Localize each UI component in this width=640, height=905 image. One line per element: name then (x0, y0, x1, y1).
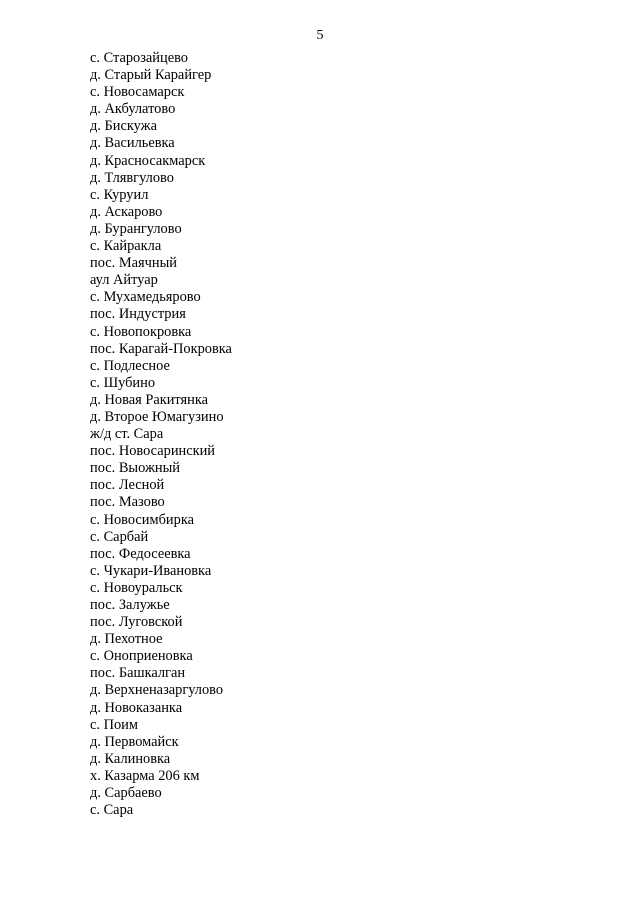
settlement-item: д. Акбулатово (90, 101, 176, 118)
settlement-item: пос. Башкалган (90, 665, 186, 682)
settlement-item: пос. Залужье (90, 597, 170, 613)
settlement-item: с. Подлесное (90, 357, 170, 374)
settlement-item: д. Первомайск (90, 733, 179, 750)
settlement-item: пос. Луговской (90, 614, 183, 631)
settlement-item: с. Сарбай (90, 528, 149, 545)
settlement-item: д. Бурангулово (90, 220, 182, 237)
settlement-list (90, 50, 232, 819)
settlement-item: д. Васильевка (90, 135, 175, 152)
settlement-item: пос. Индустрия (90, 306, 186, 323)
settlement-item: с. Куруил (90, 186, 149, 203)
settlement-item: д. Новоказанка (90, 699, 183, 716)
settlement-item: ж/д ст. Сара (90, 426, 164, 443)
settlement-item: х. Казарма 206 км (90, 767, 200, 784)
settlement-item: д. Сарбаево (90, 785, 162, 802)
settlement-item: пос. Новосаринский (90, 443, 216, 460)
settlement-item: пос. Выожный (90, 460, 180, 477)
settlement-item: пос. Мазово (90, 494, 165, 511)
page-number: 5 (316, 28, 324, 43)
settlement-item: д. Красносакмарск (90, 152, 206, 169)
settlement-item: пос. Маячный (90, 255, 177, 272)
settlement-item: д. Бискужа (90, 118, 157, 135)
settlement-item: д. Старый Карайгер (90, 67, 212, 84)
settlement-item: д. Второе Юмагузино (90, 408, 224, 425)
settlement-item: с. Шубино (90, 374, 156, 391)
settlement-item: с. Мухамедьярово (90, 289, 201, 306)
settlement-item: с. Старозайцево (90, 50, 188, 66)
settlement-item: д. Верхненазаргулово (90, 682, 224, 699)
settlement-item: с. Поим (90, 716, 138, 733)
settlement-item: пос. Федосеевка (90, 545, 191, 562)
settlement-item: с. Новосамарск (90, 84, 185, 101)
settlement-item: д. Пехотное (90, 631, 163, 648)
settlement-item: с. Новосимбирка (90, 511, 194, 528)
settlement-item: пос. Лесной (90, 477, 165, 494)
settlement-item: д. Аскарово (90, 203, 163, 220)
settlement-item: аул Айтуар (90, 272, 158, 289)
settlement-item: с. Новопокровка (90, 323, 192, 340)
settlement-item: с. Оноприеновка (90, 648, 193, 665)
settlement-item: с. Сара (90, 802, 134, 819)
settlement-item: с. Чукари-Ивановка (90, 562, 212, 579)
settlement-item: д. Калиновка (90, 750, 171, 767)
settlement-item: д. Тлявгулово (90, 169, 174, 186)
settlement-item: с. Новоуральск (90, 579, 183, 596)
settlement-item: д. Новая Ракитянка (90, 391, 208, 408)
settlement-item: пос. Карагай-Покровка (90, 340, 232, 357)
settlement-item: с. Кайракла (90, 238, 162, 255)
